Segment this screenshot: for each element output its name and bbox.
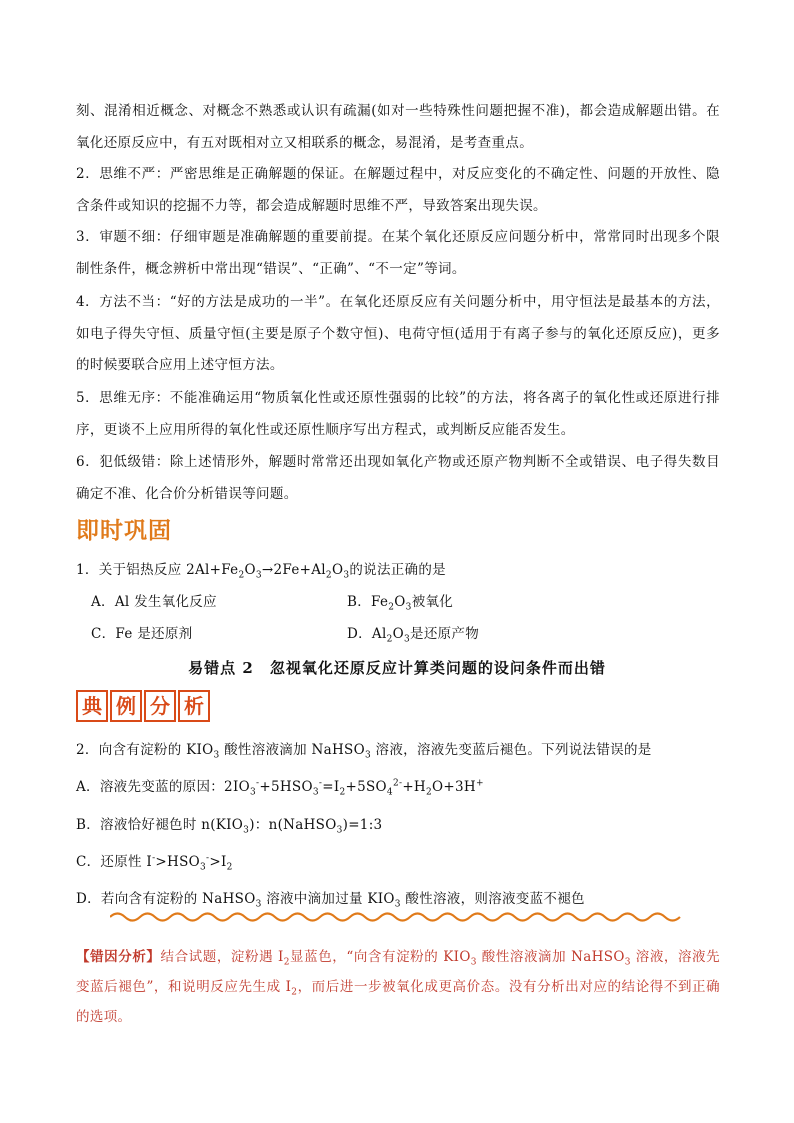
point-5-text: 5．思维无序：不能准确运用“物质氧化性或还原性强弱的比较”的方法，将各离子的氧化性或还原进行排序，更谈不上应用所得的氧化性或还原性顺序写出方程式，或判断反应能否发生。 [76, 390, 720, 438]
intro-text: 刻、混淆相近概念、对概念不熟悉或认识有疏漏(如对一些特殊性问题把握不准)，都会造成解题出错。在氧化还原反应中，有五对既相对立又相联系的概念，易混淆，是考查重点。 [76, 103, 720, 151]
section-title: 易错点 2 忽视氧化还原反应计算类问题的设问条件而出错 [188, 659, 606, 677]
point-6-text: 6．犯低级错：除上述情形外，解题时常常还出现如氧化产物或还原产物判断不全或错误、电子得失数目确定不准、化合价分析错误等问题。 [76, 454, 720, 502]
q1-option-a: A．Al 发生氧化反应 [91, 594, 217, 610]
example-badge [76, 690, 210, 722]
badge-char-1: 典 [76, 690, 108, 722]
q1-option-d: D．$Al_2O_3$是还原产物 [347, 626, 480, 645]
q2-option-b: B．溶液恰好褪色时 $n(KIO_3)$：n(NaHSO$_3$)=1:3 [76, 817, 383, 836]
consolidate-badge: 即时巩固 [76, 518, 172, 544]
q1-option-b: B．$Fe_2O_3$被氧化 [347, 594, 454, 613]
point-3-text: 3．审题不细：仔细审题是准确解题的重要前提。在某个氧化还原反应问题分析中，常常同时出现多个限制性条件，概念辨析中常出现“错误”、“正确”、“不一定”等词。 [76, 229, 720, 277]
point-2-text: 2．思维不严：严密思维是正确解题的保证。在解题过程中，对反应变化的不确定性、问题的开放性、隐含条件或知识的挖掘不力等，都会造成解题时思维不严，导致答案出现失误。 [76, 166, 720, 214]
question-2-stem: 2．向含有淀粉的 $KIO_3$ 酸性溶液滴加 NaHSO$_3$ 溶液，溶液先变蓝后褪色。下列说法错误的是 [76, 742, 652, 761]
q2-option-c: C．还原性 $I^->HSO_3^->I_2$ [76, 853, 233, 873]
intro-paragraph [76, 96, 720, 159]
badge-char-3: 分 [144, 690, 176, 722]
badge-char-4: 析 [178, 690, 210, 722]
q2-option-d: D．若向含有淀粉的 NaHSO$_3$ 溶液中滴加过量 $KIO_3$ 酸性溶液，则溶液变蓝不褪色 [76, 891, 585, 910]
point-5 [76, 383, 720, 446]
point-6 [76, 447, 720, 510]
q1-option-c: C．Fe 是还原剂 [91, 626, 193, 642]
badge-char-2: 例 [110, 690, 142, 722]
analysis-label: 【错因分析】 [76, 949, 161, 965]
point-4 [76, 287, 720, 382]
point-4-text: 4．方法不当：“好的方法是成功的一半”。在氧化还原反应有关问题分析中，用守恒法是最基本的方法，如电子得失守恒、质量守恒(主要是原子个数守恒)、电荷守恒(适用于有离子参与的氧化还原反应)，更多的时候要联合应用上述守恒方法。 [76, 294, 720, 373]
q2-option-a: A．溶液先变蓝的原因：$2IO_3^-+5HSO_3^-=I_2+5SO_4^{2-}+H_2O+3H^+$ [76, 778, 484, 798]
point-3 [76, 222, 720, 285]
question-1-stem: 1．关于铝热反应 $2Al+Fe_2O_3\to 2Fe+Al_2O_3$的说法正确的是 [76, 562, 446, 581]
point-2 [76, 159, 720, 222]
wavy-divider [110, 910, 690, 924]
error-analysis: 【错因分析】结合试题，淀粉遇 $I_2$显蓝色，“向含有淀粉的 $KIO_3$ 酸性溶液滴加 NaHSO$_3$ 溶液，溶液先变蓝后褪色”，和说明反应先生成 $I_2$，而后进一步被氧化成更高价态。没有分析出对应的结论得不到正确的选项。 [76, 949, 720, 1025]
